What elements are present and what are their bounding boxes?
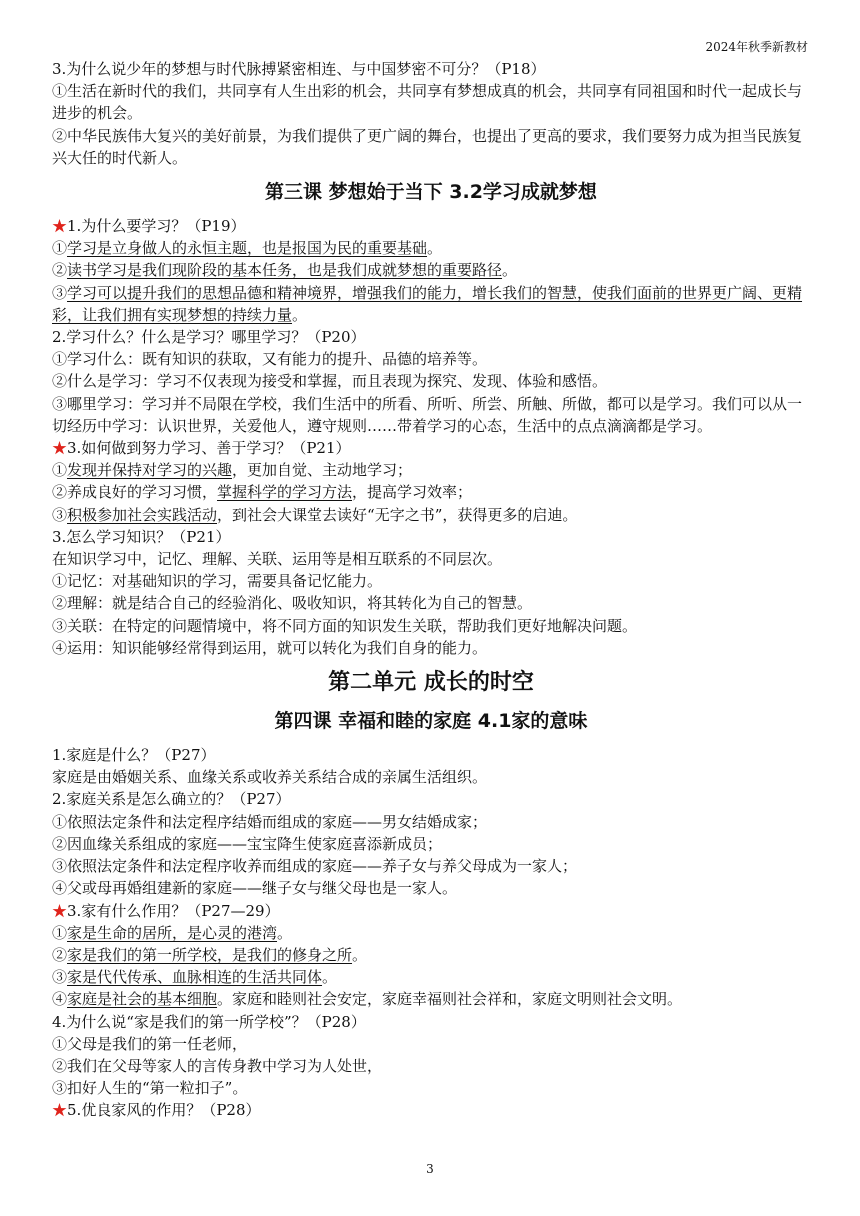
page-number: 3: [426, 1162, 434, 1176]
text-segment: ②因血缘关系组成的家庭——宝宝降生使家庭喜添新成员；: [52, 834, 443, 853]
text-segment: ④运用：知识能够经常得到运用，就可以转化为我们自身的能力。: [52, 638, 488, 657]
text-segment: 第四课 幸福和睦的家庭 4.1家的意味: [274, 710, 588, 733]
text-segment: 4.为什么说“家是我们的第一所学校”？（P28）: [52, 1012, 366, 1031]
paragraph: [52, 459, 810, 481]
text-segment: ③: [52, 968, 68, 987]
paragraph: [52, 548, 810, 570]
text-segment: 第二单元 成长的时空: [328, 670, 534, 696]
text-segment: 5.优良家风的作用？（P28）: [67, 1101, 261, 1120]
paragraph: [52, 877, 810, 899]
lesson-heading: [52, 179, 810, 205]
text-segment: ①父母是我们的第一任老师，: [52, 1034, 248, 1053]
text-segment: 2.学习什么？什么是学习？哪里学习？（P20）: [52, 328, 366, 347]
paragraph: [52, 80, 810, 124]
underlined-text: 学习是立身做人的永恒主题，也是报国为民的重要基础: [67, 239, 428, 258]
paragraph: [52, 855, 810, 877]
paragraph: [52, 592, 810, 614]
text-segment: ①依照法定条件和法定程序结婚而组成的家庭——男女结婚成家；: [52, 812, 488, 831]
paragraph: [52, 125, 810, 169]
text-segment: 3.为什么说少年的梦想与时代脉搏紧密相连、与中国梦密不可分？（P18）: [52, 60, 546, 78]
paragraph: [52, 526, 810, 548]
text-segment: ③: [52, 505, 68, 524]
text-segment: 在知识学习中，记忆、理解、关联、运用等是相互联系的不同层次。: [52, 550, 503, 569]
page-header: 2024年秋季新教材: [705, 40, 808, 54]
paragraph: [52, 348, 810, 370]
text-segment: 3.家有什么作用？（P27—29）: [67, 901, 280, 920]
paragraph: [52, 615, 810, 637]
document-body: [52, 58, 810, 1122]
text-segment: ①生活在新时代的我们，共同享有人生出彩的机会，共同享有梦想成真的机会，共同享有同祖国和时代一起成长与进步的机会。: [52, 82, 803, 123]
text-segment: ③关联：在特定的问题情境中，将不同方面的知识发生关联，帮助我们更好地解决问题。: [52, 616, 638, 635]
text-segment: 1.家庭是什么？（P27）: [52, 746, 216, 765]
paragraph: [52, 237, 810, 259]
text-segment: 。: [352, 945, 368, 964]
text-segment: ②什么是学习：学习不仅表现为接受和掌握，而且表现为探究、发现、体验和感悟。: [52, 372, 608, 391]
star-icon: ★: [52, 439, 68, 458]
text-segment: 。: [427, 239, 443, 258]
lesson-heading: [52, 708, 810, 734]
paragraph: [52, 1055, 810, 1077]
paragraph: [52, 1033, 810, 1055]
paragraph: [52, 637, 810, 659]
text-segment: 。: [322, 968, 338, 987]
text-segment: 。家庭和睦则社会安定，家庭幸福则社会祥和，家庭文明则社会文明。: [217, 990, 683, 1009]
paragraph: [52, 833, 810, 855]
text-segment: ，到社会大课堂去读好“无字之书”，获得更多的启迪。: [217, 505, 578, 524]
text-segment: ①学习什么：既有知识的获取，又有能力的提升、品德的培养等。: [52, 350, 488, 369]
underlined-text: 发现并保持对学习的兴趣: [67, 461, 233, 480]
text-segment: ④父或母再婚组建新的家庭——继子女与继父母也是一家人。: [52, 879, 458, 898]
paragraph: [52, 481, 810, 503]
underlined-text: 掌握科学的学习方法: [217, 483, 353, 502]
paragraph: [52, 570, 810, 592]
text-segment: ①: [52, 461, 68, 480]
text-segment: ②: [52, 261, 68, 280]
underlined-text: 家是代代传承、血脉相连的生活共同体: [67, 968, 323, 987]
text-segment: ②养成良好的学习习惯，: [52, 483, 218, 502]
paragraph: [52, 1077, 810, 1099]
text-segment: ，提高学习效率；: [352, 483, 473, 502]
paragraph: [52, 766, 810, 788]
text-segment: ②: [52, 945, 68, 964]
paragraph: [52, 282, 810, 326]
paragraph: [52, 215, 810, 237]
text-segment: ，更加自觉、主动地学习；: [232, 461, 413, 480]
underlined-text: 家是生命的居所，是心灵的港湾: [67, 923, 278, 942]
paragraph: [52, 922, 810, 944]
unit-heading: [52, 668, 810, 698]
paragraph: [52, 1099, 810, 1121]
text-segment: ①: [52, 923, 68, 942]
paragraph: [52, 900, 810, 922]
text-segment: ③: [52, 283, 68, 302]
text-segment: ②我们在父母等家人的言传身教中学习为人处世，: [52, 1056, 383, 1075]
paragraph: [52, 437, 810, 459]
paragraph: [52, 393, 810, 437]
paragraph: [52, 744, 810, 766]
text-segment: 3.怎么学习知识？（P21）: [52, 527, 231, 546]
underlined-text: 积极参加社会实践活动: [67, 505, 218, 524]
star-icon: ★: [52, 901, 68, 920]
underlined-text: 学习可以提升我们的思想品德和精神境界，增强我们的能力，增长我们的智慧，使我们面前的世界更广阔、更精彩，让我们拥有实现梦想的持续力量: [52, 283, 803, 324]
text-segment: ②中华民族伟大复兴的美好前景，为我们提供了更广阔的舞台，也提出了更高的要求，我们要努力成为担当民族复兴大任的时代新人。: [52, 126, 803, 167]
text-segment: 第三课 梦想始于当下 3.2学习成就梦想: [265, 181, 597, 204]
star-icon: ★: [52, 217, 68, 236]
text-segment: 3.如何做到努力学习、善于学习？（P21）: [67, 439, 351, 458]
paragraph: [52, 944, 810, 966]
text-segment: 家庭是由婚姻关系、血缘关系或收养关系结合成的亲属生活组织。: [52, 768, 488, 787]
paragraph: [52, 370, 810, 392]
text-segment: ④: [52, 990, 68, 1009]
star-icon: ★: [52, 1101, 68, 1120]
paragraph: [52, 1011, 810, 1033]
text-segment: 2.家庭关系是怎么确立的？（P27）: [52, 790, 291, 809]
text-segment: 。: [502, 261, 518, 280]
paragraph: [52, 988, 810, 1010]
underlined-text: 读书学习是我们现阶段的基本任务，也是我们成就梦想的重要路径: [67, 261, 503, 280]
underlined-text: 家庭是社会的基本细胞: [67, 990, 218, 1009]
text-segment: 。: [277, 923, 293, 942]
text-segment: 1.为什么要学习？（P19）: [67, 217, 246, 236]
underlined-text: 家是我们的第一所学校，是我们的修身之所: [67, 945, 353, 964]
paragraph: [52, 966, 810, 988]
paragraph: [52, 58, 810, 80]
text-segment: ③哪里学习：学习并不局限在学校，我们生活中的所看、所听、所尝、所触、所做，都可以是学习。我们可以从一切经历中学习：认识世界，关爱他人，遵守规则……带着学习的心态，生活中的点点滴滴都是学习。: [52, 394, 803, 435]
text-segment: ①记忆：对基础知识的学习，需要具备记忆能力。: [52, 572, 383, 591]
paragraph: [52, 259, 810, 281]
paragraph: [52, 504, 810, 526]
text-segment: ③扣好人生的“第一粒扣子”。: [52, 1079, 248, 1098]
text-segment: 。: [292, 305, 308, 324]
text-segment: ①: [52, 239, 68, 258]
paragraph: [52, 811, 810, 833]
text-segment: ②理解：就是结合自己的经验消化、吸收知识，将其转化为自己的智慧。: [52, 594, 533, 613]
paragraph: [52, 788, 810, 810]
text-segment: ③依照法定条件和法定程序收养而组成的家庭——养子女与养父母成为一家人；: [52, 857, 578, 876]
paragraph: [52, 326, 810, 348]
